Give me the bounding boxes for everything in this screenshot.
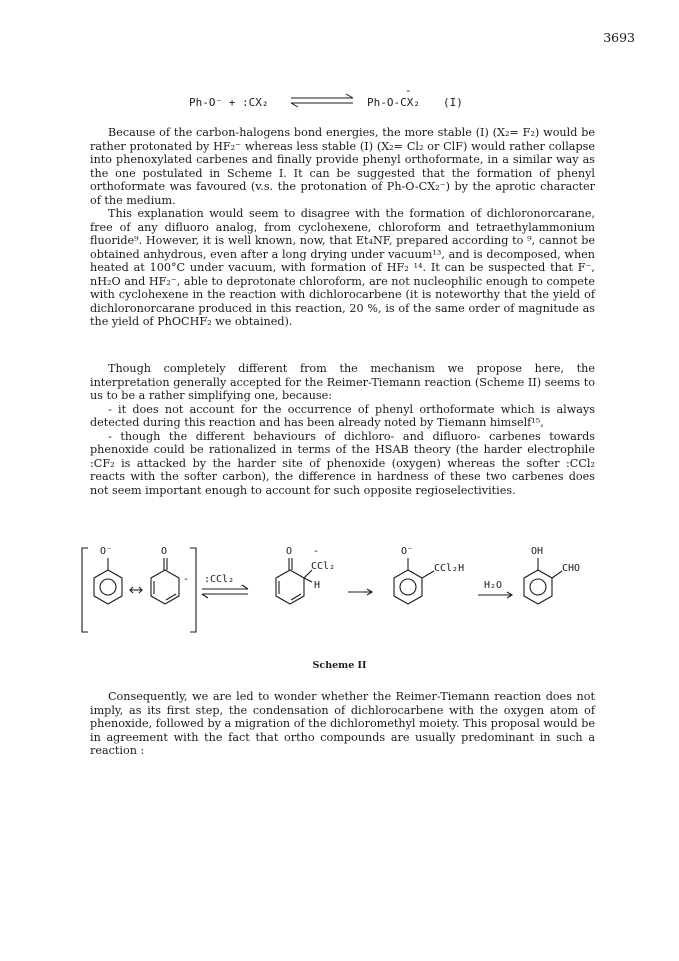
equation-rhs: Ph-O-CX₂ [367,96,420,109]
equation-label: (I) [443,96,463,109]
label-minus-ring: - [183,574,190,585]
scheme-caption: Scheme II [312,660,367,671]
cyclohexadienone-ring [151,558,179,604]
label-ccl2: CCl₂ [311,561,336,572]
label-water: H₂O [484,580,503,591]
label-oh: OH [531,546,544,557]
label-o-minus-3: O⁻ [401,546,414,557]
paragraph-block-2 [90,362,595,497]
phenoxide-ring-1 [94,558,122,604]
paragraph-block-3 [90,690,595,758]
label-minus-2: - [313,546,320,557]
equation-i [0,86,679,116]
label-ccl2h: CCl₂H [434,563,465,574]
equation-lhs: Ph-O⁻ + :CX₂ [189,96,269,109]
paragraph-2: This explanation would seem to disagree with the formation of dichloronorcarane, free of any difluoro analog, from cyclohexene, chloroform and tetraethylammonium fluoride⁹. However, it is well known, now, that Et₄NF, prepared according to ⁹, cannot be obtained anhydrous, even after a long drying under vacuum¹³, and is decomposed, when heated at 100°C under vacuum, with formation of HF₂ ¹⁴. It can be suspected that F⁻, nH₂O and HF₂⁻, able to deprotonate chloroform, are not nucleophilic enough to compete with cyclohexene in the reaction with dichlorocarbene (it is noteworthy that the yield of dichloronorcarane produced in this reaction, 20 %, is of the same order of magnitude as the yield of PhOCHF₂ we obtained). [90,207,595,328]
bracket-left [82,548,88,632]
label-o-2: O [286,546,293,557]
reaction-arrow-2 [478,592,512,598]
equilibrium-arrow-scheme [202,585,248,598]
bracket-right [190,548,196,632]
salicylaldehyde-ring [524,558,562,604]
paragraph-6: Consequently, we are led to wonder whether the Reimer-Tiemann reaction does not imply, as its first step, the condensation of dichlorocarbene with the oxygen atom of phenoxide, followed by a migration of the dichloromethyl moiety. This proposal would be in agreement with the fact that ortho compounds are usually predominant in such a reaction : [90,690,595,757]
resonance-arrow [130,587,142,593]
equation-minus-mark: - [405,86,412,97]
dichloromethyl-phenoxide-ring [394,558,434,604]
label-o-1: O [161,546,168,557]
intermediate-ring [276,558,312,604]
paragraph-4: - it does not account for the occurrence of phenyl orthoformate which is always detected during this reaction and has been already noted by Tiemann himself¹⁵, [90,402,595,429]
page-number: 3693 [603,30,635,45]
paragraph-1: Because of the carbon-halogens bond energies, the more stable (I) (X₂= F₂) would be rather protonated by HF₂⁻ whereas less stable (I) (X₂= Cl₂ or ClF) would rather collapse into phenoxylated carbenes and finally provide phenyl orthoformate, in a similar way as the one postulated in Scheme I. It can be suggested that the formation of phenyl orthoformate was favoured (v.s. the protonation of Ph-O-CX₂⁻) by the aprotic character of the medium. [90,126,595,207]
paragraph-3: Though completely different from the mechanism we propose here, the interpretation generally accepted for the Reimer-Tiemann reaction (Scheme II) seems to us to be a rather simplifying one, because: [90,362,595,402]
label-h: H [314,580,321,591]
reaction-arrow-1 [348,589,372,595]
equilibrium-arrow [291,94,353,107]
scheme-ii-diagram [80,540,600,640]
paragraph-5: - though the different behaviours of dichloro- and difluoro- carbenes towards phenoxide could be rationalized in terms of the HSAB theory (the harder electrophile :CF₂ is attacked by the harder site of phenoxide (oxygen) whereas the softer :CCl₂ reacts with the softer carbon), the difference in hardness of these two carbenes does not seem important enough to account for such opposite regioselectivities. [90,429,595,497]
label-reagent: :CCl₂ [204,574,235,585]
label-cho: CHO [562,563,581,574]
label-o-minus-1: O⁻ [100,546,113,557]
paragraph-block-1 [90,126,595,329]
